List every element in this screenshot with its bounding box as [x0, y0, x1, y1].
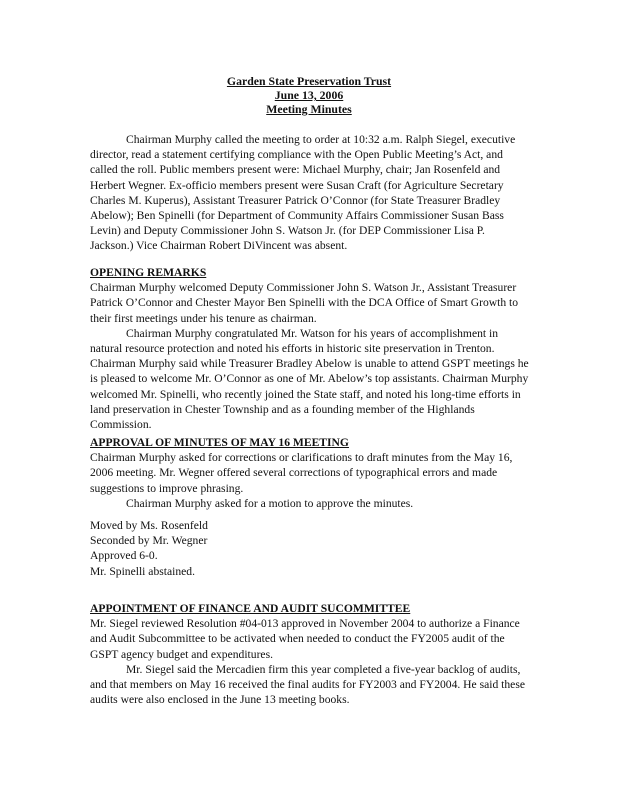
finance-audit-section: [90, 601, 530, 707]
document-title: Meeting Minutes: [266, 102, 352, 116]
vote-line-abstained: Mr. Spinelli abstained.: [90, 564, 195, 578]
finance-audit-heading: APPOINTMENT OF FINANCE AND AUDIT SUCOMMITTEE: [90, 602, 411, 615]
opening-remarks-heading: OPENING REMARKS: [90, 266, 207, 279]
meeting-date: June 13, 2006: [274, 88, 344, 102]
vote-line-seconded: Seconded by Mr. Wegner: [90, 534, 208, 548]
document-header: [0, 74, 618, 116]
finance-paragraph-2: Mr. Siegel said the Mercadien firm this year completed a five-year backlog of audits, and that members on May 16 received the final audits for FY2003 and FY2004. He said these audits were also enclosed in the June 13 meeting books.: [90, 662, 525, 707]
approval-section: [90, 435, 530, 511]
opening-remarks-section: [90, 265, 530, 432]
vote-record: [90, 518, 530, 579]
intro-section: [90, 132, 530, 254]
finance-paragraph-1: Mr. Siegel reviewed Resolution #04-013 approved in November 2004 to authorize a Finance and Audit Subcommittee to be activated when needed to conduct the FY2005 audit of the GSPT agency budget and expenditures.: [90, 617, 520, 661]
vote-line-approved: Approved 6-0.: [90, 549, 158, 563]
approval-heading: APPROVAL OF MINUTES OF MAY 16 MEETING: [90, 436, 349, 449]
org-title: Garden State Preservation Trust: [226, 74, 392, 88]
approval-paragraph-2: Chairman Murphy asked for a motion to approve the minutes.: [126, 496, 414, 510]
opening-paragraph-1: Chairman Murphy welcomed Deputy Commissioner John S. Watson Jr., Assistant Treasurer Patrick O’Connor and Chester Mayor Ben Spinelli with the DCA Office of Smart Growth to their first meetings under his tenure as chairman.: [90, 281, 519, 325]
intro-paragraph: Chairman Murphy called the meeting to order at 10:32 a.m. Ralph Siegel, executive director, read a statement certifying compliance with the Open Public Meeting’s Act, and called the roll. Public members present were: Michael Murphy, chair; Jan Rosenfeld and Herbert Wegner. Ex-officio members present were Susan Craft (for Agriculture Secretary Charles M. Kuperus), Assistant Treasurer Patrick O’Connor (for State Treasurer Bradley Abelow); Ben Spinelli (for Department of Community Affairs Commissioner Susan Bass Levin) and Deputy Commissioner John S. Watson Jr. (for DEP Commissioner Lisa P. Jackson.) Vice Chairman Robert DiVincent was absent.: [90, 133, 516, 253]
opening-paragraph-2: Chairman Murphy congratulated Mr. Watson for his years of accomplishment in natural resource protection and noted his efforts in historic site preservation in Trenton. Chairman Murphy said while Treasurer Bradley Abelow is unable to attend GSPT meetings he is pleased to welcome Mr. O’Connor as one of Mr. Abelow’s top assistants. Chairman Murphy welcomed Mr. Spinelli, who recently joined the State staff, and noted his long-time efforts in land preservation in Chester Township and as a founding member of the Highlands Commission.: [90, 326, 529, 432]
vote-line-moved: Moved by Ms. Rosenfeld: [90, 519, 208, 532]
approval-paragraph-1: Chairman Murphy asked for corrections or clarifications to draft minutes from the May 16, 2006 meeting. Mr. Wegner offered several corrections of typographical errors and made suggestions to improve phrasing.: [90, 451, 513, 495]
